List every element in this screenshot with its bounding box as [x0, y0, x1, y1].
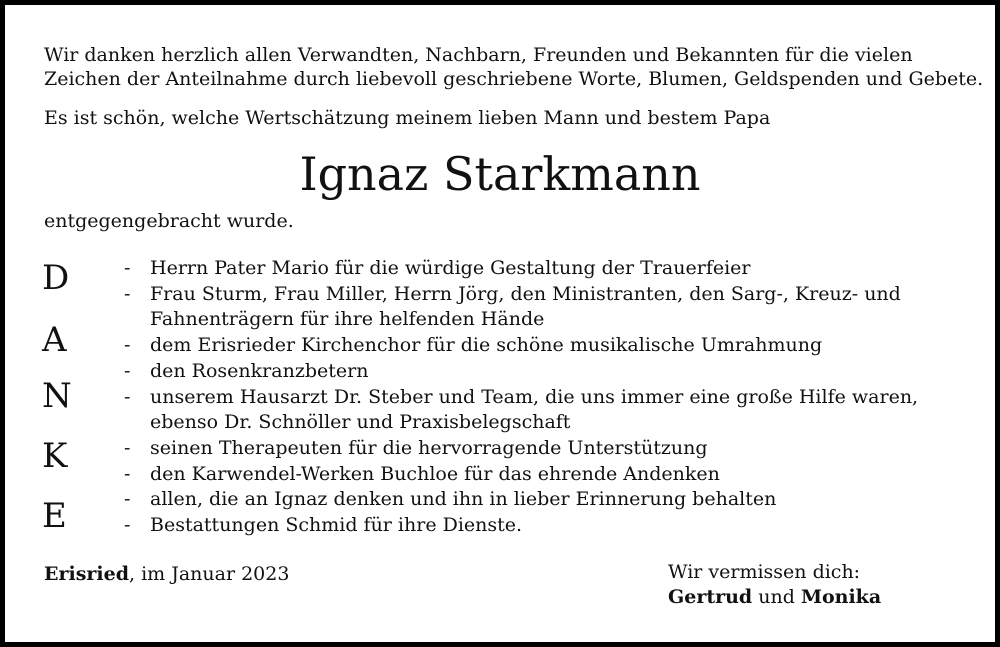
- intro-line-1: Wir danken herzlich allen Verwandten, Nachbarn, Freunden und Bekannten für die vielen: [44, 44, 913, 66]
- list-item: [124, 436, 974, 462]
- danke-letter: K: [42, 436, 68, 476]
- list-item: [124, 385, 974, 411]
- list-dash: -: [124, 436, 131, 459]
- list-dash: -: [124, 514, 131, 537]
- list-dash: -: [124, 385, 131, 408]
- closing-line: Wir vermissen dich:: [668, 561, 861, 583]
- thanks-list: [124, 256, 974, 539]
- list-item: [124, 333, 974, 359]
- list-item: [124, 282, 974, 308]
- list-item: [124, 513, 974, 539]
- list-item-text: den Karwendel-Werken Buchloe für das ehrende Andenken: [150, 462, 720, 485]
- list-dash: -: [124, 334, 131, 357]
- place: Erisried: [44, 563, 130, 585]
- danke-letter: A: [42, 320, 67, 360]
- signatory-name: Monika: [800, 586, 882, 608]
- list-item-text: seinen Therapeuten für die hervorragende Unterstützung: [150, 436, 708, 459]
- list-item-text: unserem Hausarzt Dr. Steber und Team, die uns immer eine große Hilfe waren,: [150, 385, 919, 408]
- after-name-text: entgegengebracht wurde.: [44, 210, 294, 232]
- list-item: [124, 462, 974, 488]
- list-item-text: den Rosenkranzbetern: [150, 359, 369, 382]
- list-item-continuation: ebenso Dr. Schnöller und Praxisbelegschaft: [150, 411, 571, 434]
- list-item-text: dem Erisrieder Kirchenchor für die schöne musikalische Umrahmung: [150, 334, 823, 357]
- danke-letter: D: [42, 258, 70, 298]
- deceased-name: Ignaz Starkmann: [299, 147, 701, 201]
- list-item-text: Frau Sturm, Frau Miller, Herrn Jörg, den Ministranten, den Sarg-, Kreuz- und: [150, 282, 901, 305]
- signatory-name: Gertrud: [668, 586, 753, 608]
- list-item-continuation: Fahnenträgern für ihre helfenden Hände: [150, 308, 545, 331]
- intro-line-3: Es ist schön, welche Wertschätzung meinem lieben Mann und bestem Papa: [44, 107, 771, 129]
- danke-letter: E: [42, 496, 67, 536]
- danke-letter: N: [42, 376, 72, 416]
- list-item-text: allen, die an Ignaz denken und ihn in lieber Erinnerung behalten: [150, 488, 777, 511]
- signature-block: [668, 560, 881, 610]
- list-item-text: Bestattungen Schmid für ihre Dienste.: [150, 514, 523, 537]
- list-dash: -: [124, 282, 131, 305]
- date: , im Januar 2023: [129, 563, 290, 585]
- list-item: [124, 359, 974, 385]
- place-date: [44, 562, 289, 587]
- intro-line-2: Zeichen der Anteilnahme durch liebevoll geschriebene Worte, Blumen, Geldspenden und Gebete.: [44, 68, 984, 90]
- signatories: [668, 585, 881, 610]
- list-dash: -: [124, 462, 131, 485]
- list-dash: -: [124, 359, 131, 382]
- conjunction: und: [752, 586, 801, 608]
- list-item: [124, 487, 974, 513]
- list-item: [124, 256, 974, 282]
- list-dash: -: [124, 257, 131, 279]
- list-dash: -: [124, 488, 131, 511]
- list-item-text: Herrn Pater Mario für die würdige Gestaltung der Trauerfeier: [150, 257, 751, 279]
